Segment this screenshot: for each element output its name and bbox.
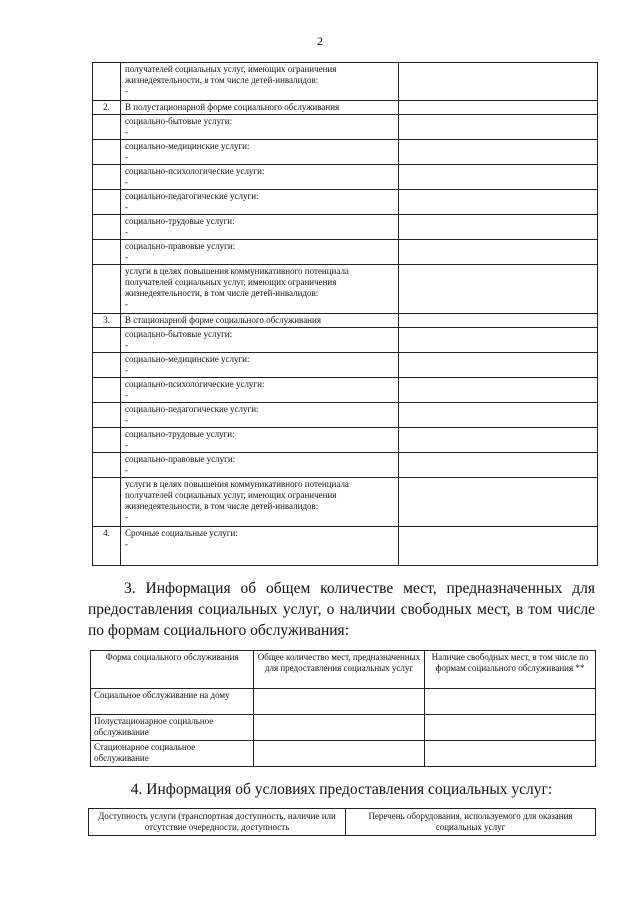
places-row-total-cell: [254, 689, 425, 715]
services-row-value-cell: [399, 240, 598, 265]
services-row: [93, 140, 598, 165]
services-row-value-cell: [399, 140, 598, 165]
services-row-number: 2.: [93, 101, 121, 115]
conditions-header-availability: Доступность услуги (транспортная доступность, наличие или отсутствие очередности, доступность: [89, 809, 346, 836]
services-row-description: [121, 101, 399, 115]
services-row-text-line: социально-психологические услуги:: [125, 166, 265, 176]
services-row-number: [93, 165, 121, 190]
services-row-dash: -: [125, 415, 128, 425]
services-row-text-line: получателей социальных услуг, имеющих ограничения: [125, 490, 337, 500]
services-row-description: [121, 190, 399, 215]
services-row-description: [121, 63, 399, 101]
services-row: [93, 240, 598, 265]
services-row-dash: -: [125, 440, 128, 450]
places-row-total-cell: [254, 715, 425, 741]
services-row-number: 4.: [93, 527, 121, 566]
services-row: [93, 478, 598, 527]
services-row-text-line: В стационарной форме социального обслуживания: [125, 315, 321, 325]
services-row-text-line: социально-правовые услуги:: [125, 241, 236, 251]
services-row-value-cell: [399, 101, 598, 115]
services-row-value-cell: [399, 215, 598, 240]
places-row: [91, 715, 596, 741]
services-row-dash: -: [125, 177, 128, 187]
services-row-text-line: Срочные социальные услуги:: [125, 528, 238, 538]
services-row-text-line: жизнедеятельности, в том числе детей-инвалидов:: [125, 75, 319, 85]
services-row-value-cell: [399, 115, 598, 140]
services-row: [93, 165, 598, 190]
conditions-header-row: [89, 809, 596, 836]
services-row-dash: -: [125, 252, 128, 262]
services-row-dash: -: [125, 227, 128, 237]
services-row-description: [121, 403, 399, 428]
conditions-table: [88, 808, 596, 836]
services-row-dash: -: [125, 465, 128, 475]
services-row: [93, 353, 598, 378]
services-row-value-cell: [399, 378, 598, 403]
services-row-value-cell: [399, 403, 598, 428]
services-row-value-cell: [399, 353, 598, 378]
services-row-dash: -: [125, 299, 128, 309]
services-row-dash: -: [125, 539, 128, 549]
services-row-description: [121, 165, 399, 190]
places-row-free-cell: [425, 715, 596, 741]
services-row: [93, 215, 598, 240]
services-row-text-line: социально-педагогические услуги:: [125, 404, 259, 414]
services-row-value-cell: [399, 190, 598, 215]
services-row-description: [121, 478, 399, 527]
services-row: [93, 115, 598, 140]
services-row-text-line: социально-бытовые услуги:: [125, 329, 233, 339]
places-header-total: Общее количество мест, предназначенных для предоставления социальных услуг: [254, 651, 425, 689]
services-row-value-cell: [399, 314, 598, 328]
services-row-number: [93, 140, 121, 165]
services-row-number: [93, 328, 121, 353]
services-row: [93, 428, 598, 453]
services-row: [93, 190, 598, 215]
services-row-description: [121, 353, 399, 378]
services-row-description: [121, 115, 399, 140]
services-row-description: [121, 428, 399, 453]
services-row-dash: -: [125, 340, 128, 350]
services-row-dash: -: [125, 365, 128, 375]
services-row-number: [93, 478, 121, 527]
services-row-number: [93, 265, 121, 314]
services-row-description: [121, 328, 399, 353]
services-row-number: 3.: [93, 314, 121, 328]
services-row-value-cell: [399, 328, 598, 353]
services-row-value-cell: [399, 478, 598, 527]
section-3-heading: 3. Информация об общем количестве мест, предназначенных для предоставления социальных услуг, о наличии свободных мест, в том числе по формам социального обслуживания:: [88, 580, 595, 639]
services-row-value-cell: [399, 428, 598, 453]
services-row-number: [93, 378, 121, 403]
services-row-number: [93, 353, 121, 378]
places-row-free-cell: [425, 741, 596, 767]
places-header-row: [91, 651, 596, 689]
conditions-header-equipment: Перечень оборудования, используемого для оказания социальных услуг: [346, 809, 596, 836]
services-row-number: [93, 190, 121, 215]
places-header-free: Наличие свободных мест, в том числе по формам социального обслуживания **: [425, 651, 596, 689]
services-row-description: [121, 378, 399, 403]
services-row-text-line: социально-психологические услуги:: [125, 379, 265, 389]
services-row: [93, 63, 598, 101]
services-row: [93, 403, 598, 428]
places-row-total-cell: [254, 741, 425, 767]
places-header-form: Форма социального обслуживания: [91, 651, 254, 689]
services-row-value-cell: [399, 265, 598, 314]
services-row-text-line: социально-медицинские услуги:: [125, 354, 250, 364]
services-row-dash: -: [125, 152, 128, 162]
services-row-text-line: услуги в целях повышения коммуникативного потенциала: [125, 266, 349, 276]
services-row-value-cell: [399, 453, 598, 478]
places-row: [91, 689, 596, 715]
services-row-dash: -: [125, 512, 128, 522]
places-row-label: Стационарное социальное обслуживание: [91, 741, 254, 767]
places-table: [90, 650, 596, 767]
services-table-body: [93, 63, 598, 566]
services-row-description: [121, 265, 399, 314]
services-row-dash: -: [125, 390, 128, 400]
services-row-text-line: социально-медицинские услуги:: [125, 141, 250, 151]
services-row-description: [121, 314, 399, 328]
services-row-text-line: социально-трудовые услуги:: [125, 216, 235, 226]
services-row-description: [121, 215, 399, 240]
services-row-text-line: социально-бытовые услуги:: [125, 116, 233, 126]
services-row-text-line: социально-правовые услуги:: [125, 454, 236, 464]
services-row-number: [93, 403, 121, 428]
services-row-description: [121, 527, 399, 566]
services-row-text-line: социально-педагогические услуги:: [125, 191, 259, 201]
places-row-label: Социальное обслуживание на дому: [91, 689, 254, 715]
services-row-text-line: получателей социальных услуг, имеющих ограничения: [125, 64, 337, 74]
services-row-dash: -: [125, 86, 128, 96]
services-row-text-line: социально-трудовые услуги:: [125, 429, 235, 439]
page-number: 2: [317, 34, 323, 48]
services-row-text-line: жизнедеятельности, в том числе детей-инвалидов:: [125, 288, 319, 298]
services-row-number: [93, 115, 121, 140]
services-row: [93, 527, 598, 566]
services-row: [93, 101, 598, 115]
services-row-number: [93, 428, 121, 453]
places-row-label: Полустационарное социальное обслуживание: [91, 715, 254, 741]
services-row-description: [121, 240, 399, 265]
services-row: [93, 328, 598, 353]
services-row: [93, 453, 598, 478]
services-row-text-line: жизнедеятельности, в том числе детей-инвалидов:: [125, 501, 319, 511]
services-row-number: [93, 240, 121, 265]
services-row-number: [93, 215, 121, 240]
services-row-description: [121, 140, 399, 165]
services-row-number: [93, 63, 121, 101]
services-row-text-line: услуги в целях повышения коммуникативного потенциала: [125, 479, 349, 489]
services-row-value-cell: [399, 63, 598, 101]
services-row-dash: -: [125, 202, 128, 212]
places-row-free-cell: [425, 689, 596, 715]
section-4-heading: 4. Информация об условиях предоставления социальных услуг:: [130, 781, 553, 798]
services-row-description: [121, 453, 399, 478]
places-row: [91, 741, 596, 767]
services-row-text-line: получателей социальных услуг, имеющих ограничения: [125, 277, 337, 287]
services-row-dash: -: [125, 127, 128, 137]
services-table: [92, 62, 598, 566]
services-row-value-cell: [399, 165, 598, 190]
services-row-text-line: В полустационарной форме социального обслуживания: [125, 102, 340, 112]
services-row-value-cell: [399, 527, 598, 566]
services-row-number: [93, 453, 121, 478]
services-row: [93, 378, 598, 403]
services-row: [93, 314, 598, 328]
services-row: [93, 265, 598, 314]
